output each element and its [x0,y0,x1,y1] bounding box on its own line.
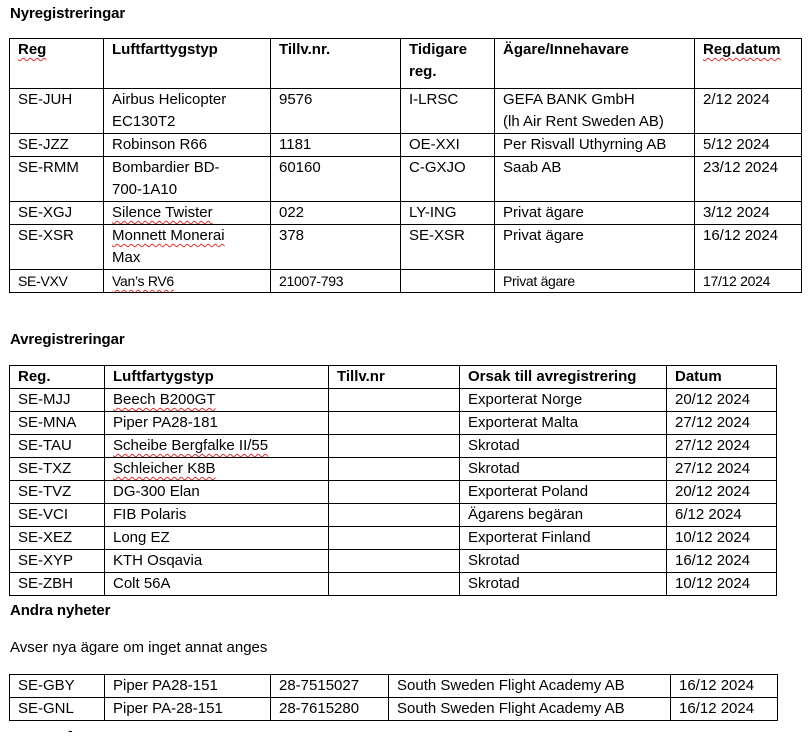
table-row [10,89,802,134]
cell-serial: 378 [271,225,401,270]
header-serial: Tillv.nr. [271,39,401,89]
cell-date: 10/12 2024 [667,527,777,550]
section-title-other-news: Andra nyheter [10,602,111,619]
header-aircraft-type: Luftfarttygstyp [104,39,271,89]
cell-aircraft-type: Piper PA28-151 [105,675,271,698]
cell-aircraft-type: Schleicher K8B [105,458,329,481]
table-header-row [10,39,802,89]
cell-previous-reg: SE-XSR [401,225,495,270]
header-reason: Orsak till avregistrering [460,366,667,389]
cell-owner: Privat ägare [495,225,695,270]
cell-reg: SE-XEZ [10,527,105,550]
cell-reason: Skrotad [460,573,667,596]
cell-reason: Exporterat Norge [460,389,667,412]
cell-aircraft-type: DG-300 Elan [105,481,329,504]
cell-aircraft-type: Piper PA-28-151 [105,698,271,721]
new-registrations-table [9,38,802,293]
header-date: Datum [667,366,777,389]
cell-owner: Privat ägare [495,202,695,225]
cell-date: 10/12 2024 [667,573,777,596]
header-reg: Reg [10,39,104,89]
table-header-row [10,366,777,389]
header-aircraft-type: Luftfartygstyp [105,366,329,389]
cell-aircraft-type: Colt 56A [105,573,329,596]
cell-date: 27/12 2024 [667,435,777,458]
cell-serial [329,481,460,504]
table-row [10,527,777,550]
cell-reg: SE-GNL [10,698,105,721]
table-row [10,675,778,698]
cell-reason: Ägarens begäran [460,504,667,527]
table-row [10,458,777,481]
cell-reg: SE-XSR [10,225,104,270]
other-news-table [9,674,778,721]
cell-date: 27/12 2024 [667,412,777,435]
cell-previous-reg: LY-ING [401,202,495,225]
cell-reason: Skrotad [460,550,667,573]
section-title-new-registrations: Nyregistreringar [10,5,126,22]
table-row [10,550,777,573]
cell-reg-date: 16/12 2024 [695,225,802,270]
table-row [10,270,802,293]
table-row [10,225,802,270]
cell-aircraft-type: Piper PA28-181 [105,412,329,435]
header-reg-date: Reg.datum [695,39,802,89]
cell-serial: 28-7515027 [271,675,389,698]
cell-previous-reg: I-LRSC [401,89,495,134]
table-row [10,202,802,225]
deregistrations-table [9,365,777,596]
cell-serial [329,435,460,458]
cell-serial: 022 [271,202,401,225]
cell-aircraft-type: Bombardier BD- 700-1A10 [104,157,271,202]
cell-date: 6/12 2024 [667,504,777,527]
cell-aircraft-type: Airbus Helicopter EC130T2 [104,89,271,134]
cell-previous-reg: OE-XXI [401,134,495,157]
cell-reg: SE-TXZ [10,458,105,481]
cell-reg-date: 23/12 2024 [695,157,802,202]
cell-reg-date: 17/12 2024 [695,270,802,293]
cell-reg: SE-TAU [10,435,105,458]
cell-reason: Skrotad [460,435,667,458]
cell-reg: SE-VCI [10,504,105,527]
cell-reg: SE-JUH [10,89,104,134]
cell-serial: 28-7615280 [271,698,389,721]
cell-serial: 60160 [271,157,401,202]
cell-aircraft-type: Silence Twister [104,202,271,225]
table-row [10,435,777,458]
cell-serial [329,458,460,481]
cell-owner: Saab AB [495,157,695,202]
cell-serial [329,504,460,527]
table-row [10,573,777,596]
section-title-deregistrations: Avregistreringar [10,331,125,348]
header-owner: Ägare/Innehavare [495,39,695,89]
cell-serial [329,527,460,550]
cell-previous-reg: C-GXJO [401,157,495,202]
cell-date: 16/12 2024 [667,550,777,573]
cell-owner: Per Risvall Uthyrning AB [495,134,695,157]
cell-date: 20/12 2024 [667,481,777,504]
cell-reason: Skrotad [460,458,667,481]
header-reg: Reg. [10,366,105,389]
cell-aircraft-type: KTH Osqavia [105,550,329,573]
cell-reg: SE-XYP [10,550,105,573]
table-row [10,412,777,435]
cell-aircraft-type: Monnett Monerai Max [104,225,271,270]
header-previous-reg: Tidigare reg. [401,39,495,89]
cell-aircraft-type: FIB Polaris [105,504,329,527]
cell-aircraft-type: Long EZ [105,527,329,550]
cell-reason: Exporterat Poland [460,481,667,504]
cell-serial: 21007-793 [271,270,401,293]
cell-reason: Exporterat Malta [460,412,667,435]
cell-reg: SE-MJJ [10,389,105,412]
cell-aircraft-type: Scheibe Bergfalke II/55 [105,435,329,458]
cell-reg: SE-RMM [10,157,104,202]
cell-aircraft-type: Robinson R66 [104,134,271,157]
cell-serial [329,573,460,596]
cell-reg: SE-TVZ [10,481,105,504]
cell-reg: SE-MNA [10,412,105,435]
cell-reg: SE-XGJ [10,202,104,225]
other-news-note: Avser nya ägare om inget annat anges [10,639,268,656]
cell-reg-date: 2/12 2024 [695,89,802,134]
header-serial: Tillv.nr [329,366,460,389]
cell-reason: Exporterat Finland [460,527,667,550]
table-row [10,698,778,721]
table-row [10,157,802,202]
cell-reg: SE-VXV [10,270,104,293]
cell-date: 20/12 2024 [667,389,777,412]
table-row [10,481,777,504]
cell-serial [329,389,460,412]
table-row [10,504,777,527]
cell-serial [329,412,460,435]
cell-aircraft-type: Beech B200GT [105,389,329,412]
cell-reg: SE-ZBH [10,573,105,596]
cell-owner: South Sweden Flight Academy AB [389,698,671,721]
cell-serial: 9576 [271,89,401,134]
table-row [10,134,802,157]
cell-owner: South Sweden Flight Academy AB [389,675,671,698]
cell-reg-date: 3/12 2024 [695,202,802,225]
cell-previous-reg [401,270,495,293]
cell-reg: SE-JZZ [10,134,104,157]
cell-reg: SE-GBY [10,675,105,698]
cell-date: 27/12 2024 [667,458,777,481]
cell-reg-date: 5/12 2024 [695,134,802,157]
cell-serial [329,550,460,573]
cell-owner: Privat ägare [495,270,695,293]
trailing-dash: - [68,722,73,738]
table-row [10,389,777,412]
cell-date: 16/12 2024 [671,675,778,698]
cell-serial: 1181 [271,134,401,157]
cell-aircraft-type: Van’s RV6 [104,270,271,293]
cell-date: 16/12 2024 [671,698,778,721]
cell-owner: GEFA BANK GmbH (lh Air Rent Sweden AB) [495,89,695,134]
